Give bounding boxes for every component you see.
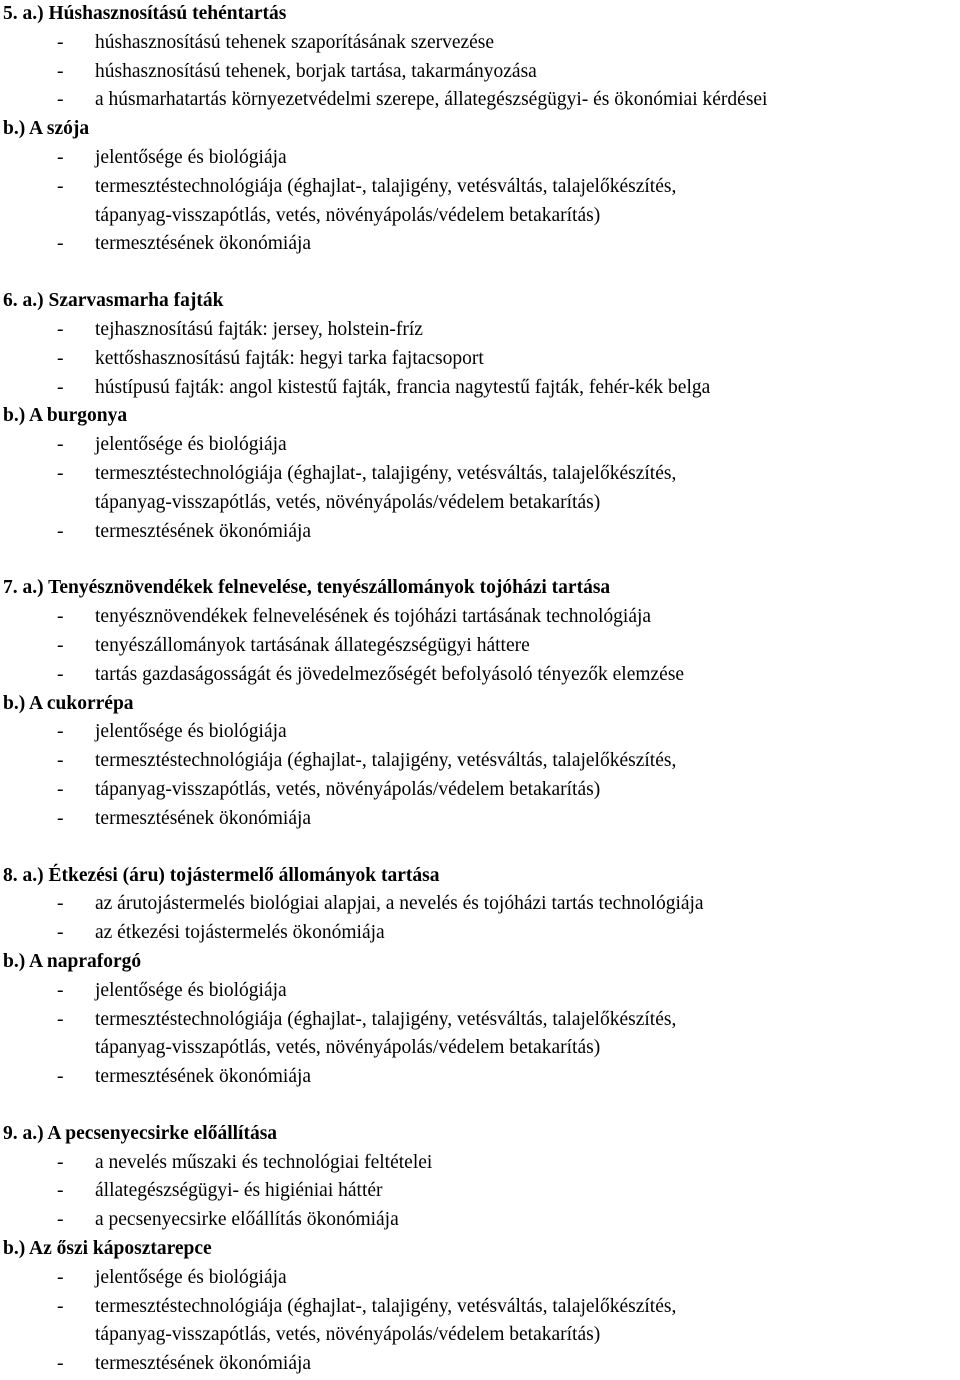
list-item <box>3 747 960 776</box>
list-item-text: a húsmarhatartás környezetvédelmi szerepe, állategészségügyi- és ökonómiai kérdései <box>95 89 768 111</box>
list-item <box>3 1206 960 1235</box>
bullet-dash: - <box>57 1008 64 1030</box>
bullet-dash: - <box>57 778 64 800</box>
list-item <box>3 345 960 374</box>
section-a-heading: 6. a.) Szarvasmarha fajták <box>3 290 224 312</box>
list-item-text: tejhasznosítású fajták: jersey, holstein-fríz <box>95 318 423 340</box>
list-item-text: tenyésznövendékek felnevelésének és tojóházi tartásának technológiája <box>95 606 652 628</box>
section-gap <box>3 259 960 287</box>
list-item-text: jelentősége és biológiája <box>95 979 287 1001</box>
list-item-text: húshasznosítású tehenek szaporításának szervezése <box>95 31 495 53</box>
bullet-dash: - <box>57 89 64 111</box>
list-item-continuation: tápanyag-visszapótlás, vetés, növényápolás/védelem betakarítás) <box>95 491 601 513</box>
section-a-heading: 8. a.) Étkezési (áru) tojástermelő állományok tartása <box>3 864 440 886</box>
bullet-dash: - <box>57 1353 64 1375</box>
list-item-text: termesztéstechnológiája (éghajlat-, talajigény, vetésváltás, talajelőkészítés, <box>95 462 677 484</box>
section-a-heading: 7. a.) Tenyésznövendékek felnevelése, tenyészállományok tojóházi tartása <box>3 577 611 599</box>
bullet-dash: - <box>57 606 64 628</box>
list-item <box>3 1063 960 1092</box>
list-item <box>3 603 960 632</box>
list-item <box>3 661 960 690</box>
list-item <box>3 1177 960 1206</box>
list-item-text: az árutojástermelés biológiai alapjai, a nevelés és tojóházi tartás technológiája <box>95 893 704 915</box>
bullet-dash: - <box>57 750 64 772</box>
list-item-text: jelentősége és biológiája <box>95 434 287 456</box>
bullet-dash: - <box>57 347 64 369</box>
list-item <box>3 1264 960 1293</box>
bullet-dash: - <box>57 175 64 197</box>
bullet-dash: - <box>57 146 64 168</box>
section-b-heading: b.) A szója <box>3 118 90 140</box>
list-item-text: tenyészállományok tartásának állategészségügyi háttere <box>95 634 530 656</box>
bullet-dash: - <box>57 60 64 82</box>
list-item <box>3 632 960 661</box>
bullet-dash: - <box>57 634 64 656</box>
list-item-text: a nevelés műszaki és technológiai feltételei <box>95 1151 433 1173</box>
bullet-dash: - <box>57 434 64 456</box>
list-item <box>3 58 960 87</box>
list-item <box>3 919 960 948</box>
list-item-text: az étkezési tojástermelés ökonómiája <box>95 922 385 944</box>
bullet-dash: - <box>57 1209 64 1231</box>
list-item-continuation: tápanyag-visszapótlás, vetés, növényápolás/védelem betakarítás) <box>95 204 601 226</box>
bullet-dash: - <box>57 979 64 1001</box>
list-item-text: a pecsenyecsirke előállítás ökonómiája <box>95 1209 399 1231</box>
bullet-dash: - <box>57 318 64 340</box>
section-a-heading: 9. a.) A pecsenyecsirke előállítása <box>3 1122 278 1144</box>
list-item-text: húshasznosítású tehenek, borjak tartása, takarmányozása <box>95 60 537 82</box>
list-item <box>3 890 960 919</box>
bullet-dash: - <box>57 721 64 743</box>
list-item-text: kettőshasznosítású fajták: hegyi tarka fajtacsoport <box>95 347 484 369</box>
list-item-continuation: tápanyag-visszapótlás, vetés, növényápolás/védelem betakarítás) <box>95 1324 601 1346</box>
bullet-dash: - <box>57 31 64 53</box>
list-item <box>3 374 960 403</box>
list-item-text: termesztésének ökonómiája <box>95 1353 312 1375</box>
list-item <box>3 518 960 547</box>
bullet-dash: - <box>57 233 64 255</box>
list-item-text: termesztésének ökonómiája <box>95 807 312 829</box>
list-item-text: termesztésének ökonómiája <box>95 233 312 255</box>
section-a-heading: 5. a.) Húshasznosítású tehéntartás <box>3 3 287 24</box>
list-item <box>3 1149 960 1178</box>
section-gap <box>3 546 960 574</box>
list-item <box>3 316 960 345</box>
section-b-heading: b.) A burgonya <box>3 405 128 427</box>
section-b-heading: b.) A cukorrépa <box>3 692 134 714</box>
list-item <box>3 173 960 202</box>
list-item <box>3 776 960 805</box>
list-item <box>3 977 960 1006</box>
list-item-text: jelentősége és biológiája <box>95 1266 287 1288</box>
bullet-dash: - <box>57 1066 64 1088</box>
list-item <box>3 1293 960 1322</box>
bullet-dash: - <box>57 1266 64 1288</box>
list-item <box>3 144 960 173</box>
list-item <box>3 805 960 834</box>
section-b-heading: b.) Az őszi káposztarepce <box>3 1238 212 1260</box>
bullet-dash: - <box>57 922 64 944</box>
list-item-text: termesztésének ökonómiája <box>95 1066 312 1088</box>
section-b-heading: b.) A napraforgó <box>3 950 142 972</box>
bullet-dash: - <box>57 1180 64 1202</box>
list-item-text: jelentősége és biológiája <box>95 146 287 168</box>
list-item-text: jelentősége és biológiája <box>95 721 287 743</box>
section-gap <box>3 834 960 862</box>
list-item <box>3 460 960 489</box>
bullet-dash: - <box>57 376 64 398</box>
bullet-dash: - <box>57 807 64 829</box>
list-item-text: termesztésének ökonómiája <box>95 520 312 542</box>
bullet-dash: - <box>57 663 64 685</box>
list-item <box>3 718 960 747</box>
bullet-dash: - <box>57 1151 64 1173</box>
list-item <box>3 431 960 460</box>
bullet-dash: - <box>57 1295 64 1317</box>
list-item <box>3 86 960 115</box>
list-item-text: termesztéstechnológiája (éghajlat-, talajigény, vetésváltás, talajelőkészítés, <box>95 750 677 772</box>
section-gap <box>3 1092 960 1120</box>
list-item <box>3 230 960 259</box>
list-item-text: hústípusú fajták: angol kistestű fajták, francia nagytestű fajták, fehér-kék belga <box>95 376 711 398</box>
list-item <box>3 1006 960 1035</box>
list-item-text: tápanyag-visszapótlás, vetés, növényápolás/védelem betakarítás) <box>95 778 601 800</box>
list-item-text: termesztéstechnológiája (éghajlat-, talajigény, vetésváltás, talajelőkészítés, <box>95 1295 677 1317</box>
list-item-continuation: tápanyag-visszapótlás, vetés, növényápolás/védelem betakarítás) <box>95 1037 601 1059</box>
bullet-dash: - <box>57 520 64 542</box>
list-item-text: termesztéstechnológiája (éghajlat-, talajigény, vetésváltás, talajelőkészítés, <box>95 1008 677 1030</box>
list-item-text: tartás gazdaságosságát és jövedelmezőségét befolyásoló tényezők elemzése <box>95 663 685 685</box>
bullet-dash: - <box>57 462 64 484</box>
list-item <box>3 29 960 58</box>
list-item-text: állategészségügyi- és higiéniai háttér <box>95 1180 383 1202</box>
list-item <box>3 1350 960 1379</box>
bullet-dash: - <box>57 893 64 915</box>
list-item-text: termesztéstechnológiája (éghajlat-, talajigény, vetésváltás, talajelőkészítés, <box>95 175 677 197</box>
